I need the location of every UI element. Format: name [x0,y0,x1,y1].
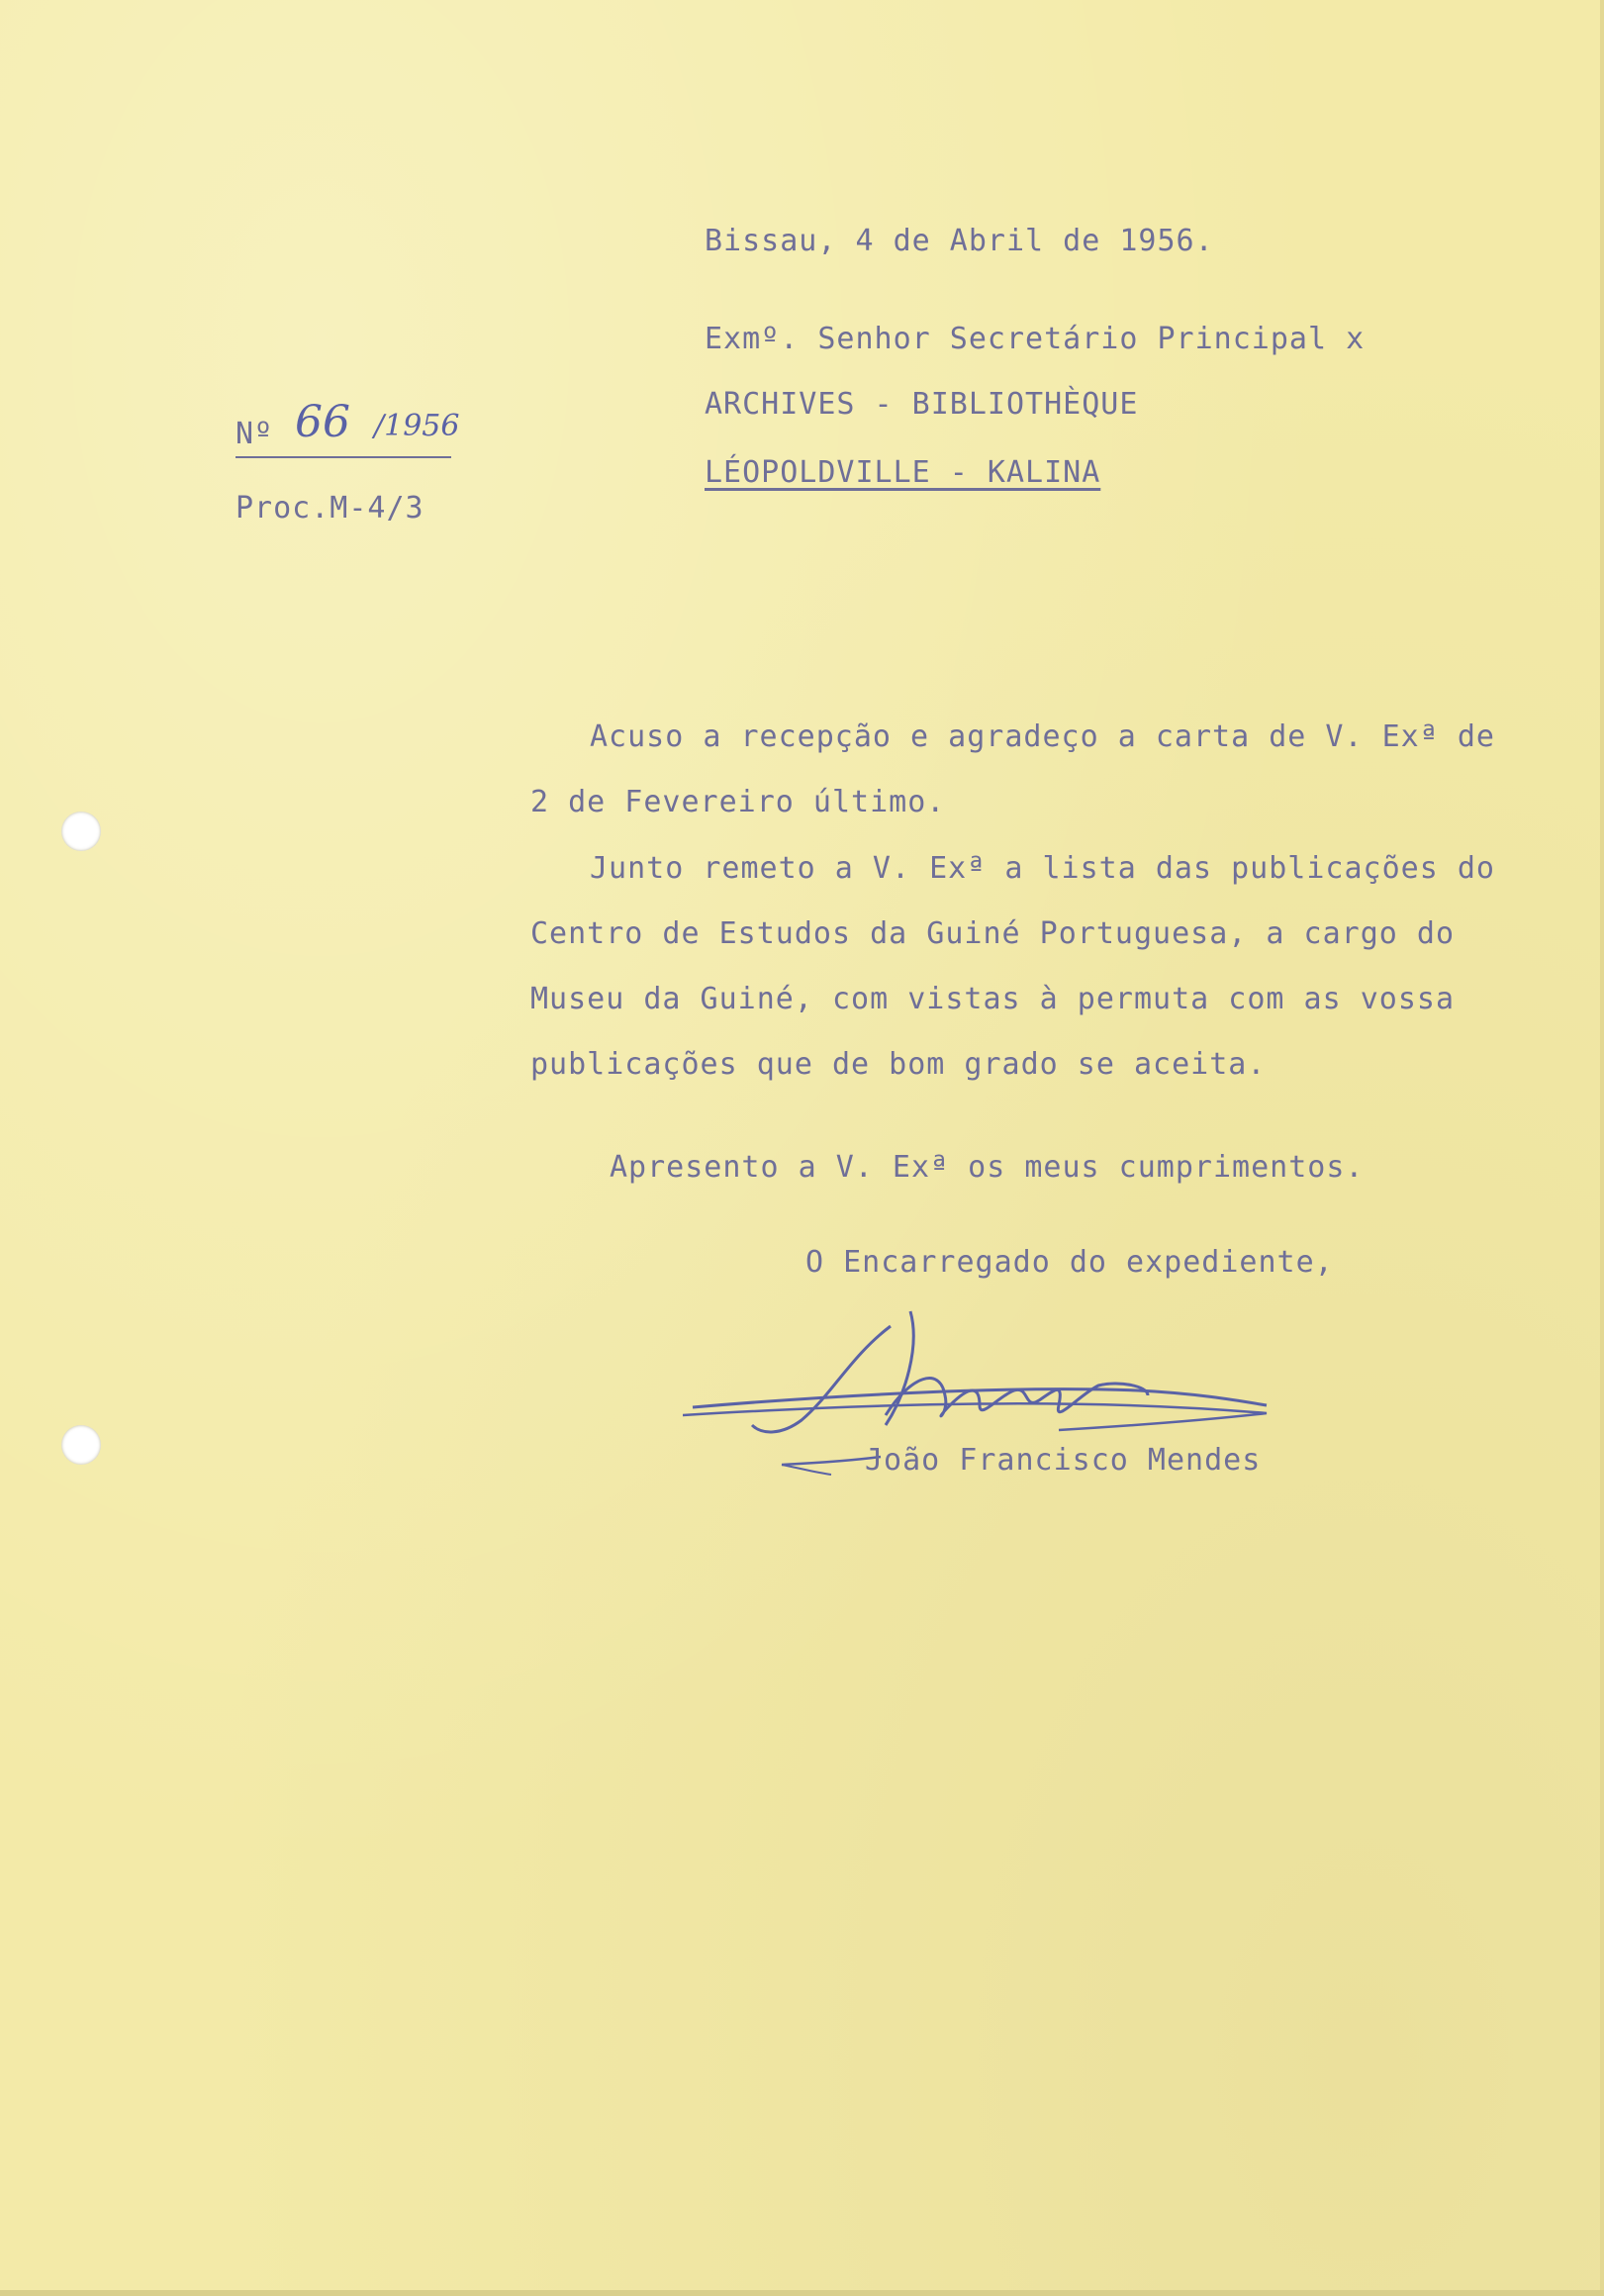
process-reference: Proc.M-4/3 [236,491,425,526]
punch-hole-bottom [61,1425,101,1465]
body-p2-line-3: Museu da Guiné, com vistas à permuta com as vossa [530,982,1456,1016]
paper-edge-right [1600,0,1604,2296]
body-p2-line-4: publicações que de bom grado se aceita. [530,1047,1267,1082]
body-p2-line-2: Centro de Estudos da Guiné Portuguesa, a cargo do [530,916,1456,951]
body-p1-line-2: 2 de Fevereiro último. [530,785,946,819]
closing-line: Apresento a V. Exª os meus cumprimentos. [610,1150,1365,1185]
addressee-line-2: ARCHIVES - BIBLIOTHÈQUE [705,387,1139,422]
place-date: Bissau, 4 de Abril de 1956. [705,224,1214,258]
paper-edge-bottom [0,2290,1604,2296]
reference-number-year: /1956 [374,409,460,443]
reference-number-handwritten: 66 [295,397,350,447]
body-p1-line-1: Acuso a recepção e agradeço a carta de V. Exª de [590,719,1495,754]
reference-number [236,397,460,458]
addressee-line-1: Exmº. Senhor Secretário Principal x [705,322,1366,356]
body-p2-line-1: Junto remeto a V. Exª a lista das publicações do [590,851,1495,886]
addressee-line-3: LÉOPOLDVILLE - KALINA [705,455,1101,490]
signatory-name: João Francisco Mendes [865,1443,1262,1478]
reference-number-prefix: Nº [236,417,274,451]
punch-hole-top [61,812,101,851]
signature-role: O Encarregado do expediente, [805,1245,1334,1280]
